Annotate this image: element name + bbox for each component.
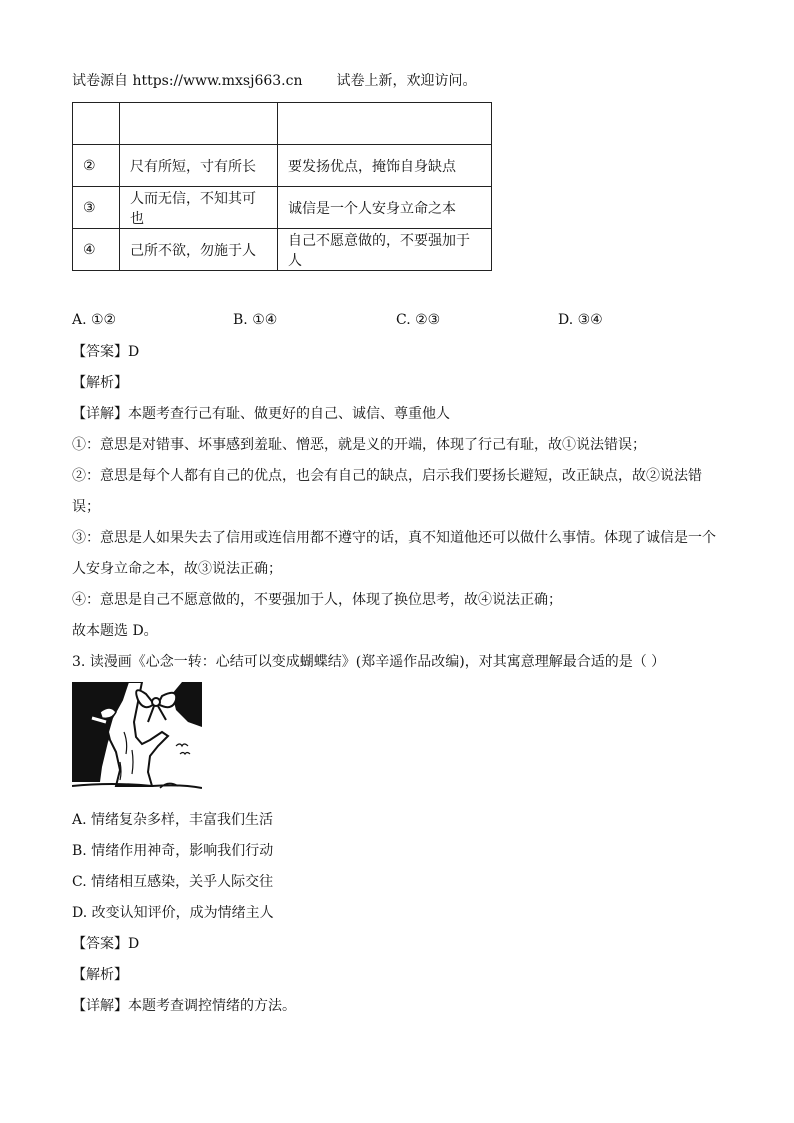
table-row bbox=[73, 229, 492, 271]
table-cell: 诚信是一个人安身立命之本 bbox=[278, 187, 492, 229]
table-row bbox=[73, 145, 492, 187]
table-cell: 自己不愿意做的，不要强加于人 bbox=[278, 229, 492, 271]
table-row bbox=[73, 103, 492, 145]
quote-table bbox=[72, 102, 492, 271]
q2-explain-4: ④：意思是自己不愿意做的，不要强加于人，体现了换位思考，故④说法正确； bbox=[72, 592, 562, 608]
table-cell: 要发扬优点，掩饰自身缺点 bbox=[278, 145, 492, 187]
table-cell: 己所不欲，勿施于人 bbox=[120, 229, 278, 271]
q2-conclusion: 故本题选 D。 bbox=[72, 623, 158, 639]
q3-analysis-label: 【解析】 bbox=[72, 967, 128, 983]
source-header bbox=[72, 72, 476, 90]
comic-image bbox=[72, 682, 202, 798]
option-d: D. ③④ bbox=[558, 312, 603, 328]
q2-detail: 【详解】本题考查行己有耻、做更好的自己、诚信、尊重他人 bbox=[72, 406, 450, 422]
table-cell: 人而无信，不知其可也 bbox=[120, 187, 278, 229]
q3-option-c: C. 情绪相互感染，关乎人际交往 bbox=[72, 874, 274, 890]
q3-option-a: A. 情绪复杂多样，丰富我们生活 bbox=[72, 812, 274, 828]
table-cell bbox=[73, 103, 120, 145]
option-b: B. ①④ bbox=[233, 312, 278, 328]
table-cell: ③ bbox=[73, 187, 120, 229]
option-a: A. ①② bbox=[72, 312, 117, 328]
q2-explain-1: ①：意思是对错事、坏事感到羞耻、憎恶，就是义的开端，体现了行己有耻，故①说法错误； bbox=[72, 437, 646, 453]
q3-stem: 3. 读漫画《心念一转：心结可以变成蝴蝶结》(郑辛遥作品改编)，对其寓意理解最合适的是（ ） bbox=[72, 654, 666, 670]
q3-answer: 【答案】D bbox=[72, 936, 140, 952]
q2-options bbox=[72, 312, 632, 330]
table-cell: ② bbox=[73, 145, 120, 187]
table-cell bbox=[120, 103, 278, 145]
q2-answer: 【答案】D bbox=[72, 344, 140, 360]
table-cell: ④ bbox=[73, 229, 120, 271]
table-cell: 尺有所短，寸有所长 bbox=[120, 145, 278, 187]
option-c: C. ②③ bbox=[396, 312, 441, 328]
q2-explain-2: ②：意思是每个人都有自己的优点，也会有自己的缺点，启示我们要扬长避短，改正缺点，故②说法错 bbox=[72, 468, 702, 484]
q3-option-d: D. 改变认知评价，成为情绪主人 bbox=[72, 905, 274, 921]
q2-explain-3: ③：意思是人如果失去了信用或连信用都不遵守的话，真不知道他还可以做什么事情。体现了诚信是一个 bbox=[72, 530, 716, 546]
q2-explain-2-cont: 误； bbox=[72, 499, 100, 515]
q3-option-b: B. 情绪作用神奇，影响我们行动 bbox=[72, 843, 274, 859]
q2-analysis-label: 【解析】 bbox=[72, 375, 128, 391]
notice-text: 试卷上新，欢迎访问。 bbox=[336, 73, 477, 89]
q3-detail: 【详解】本题考查调控情绪的方法。 bbox=[72, 998, 296, 1014]
q2-explain-3-cont: 人安身立命之本，故③说法正确； bbox=[72, 561, 282, 577]
source-text: 试卷源自 https://www.mxsj663.cn bbox=[72, 73, 303, 89]
table-cell bbox=[278, 103, 492, 145]
table-row bbox=[73, 187, 492, 229]
